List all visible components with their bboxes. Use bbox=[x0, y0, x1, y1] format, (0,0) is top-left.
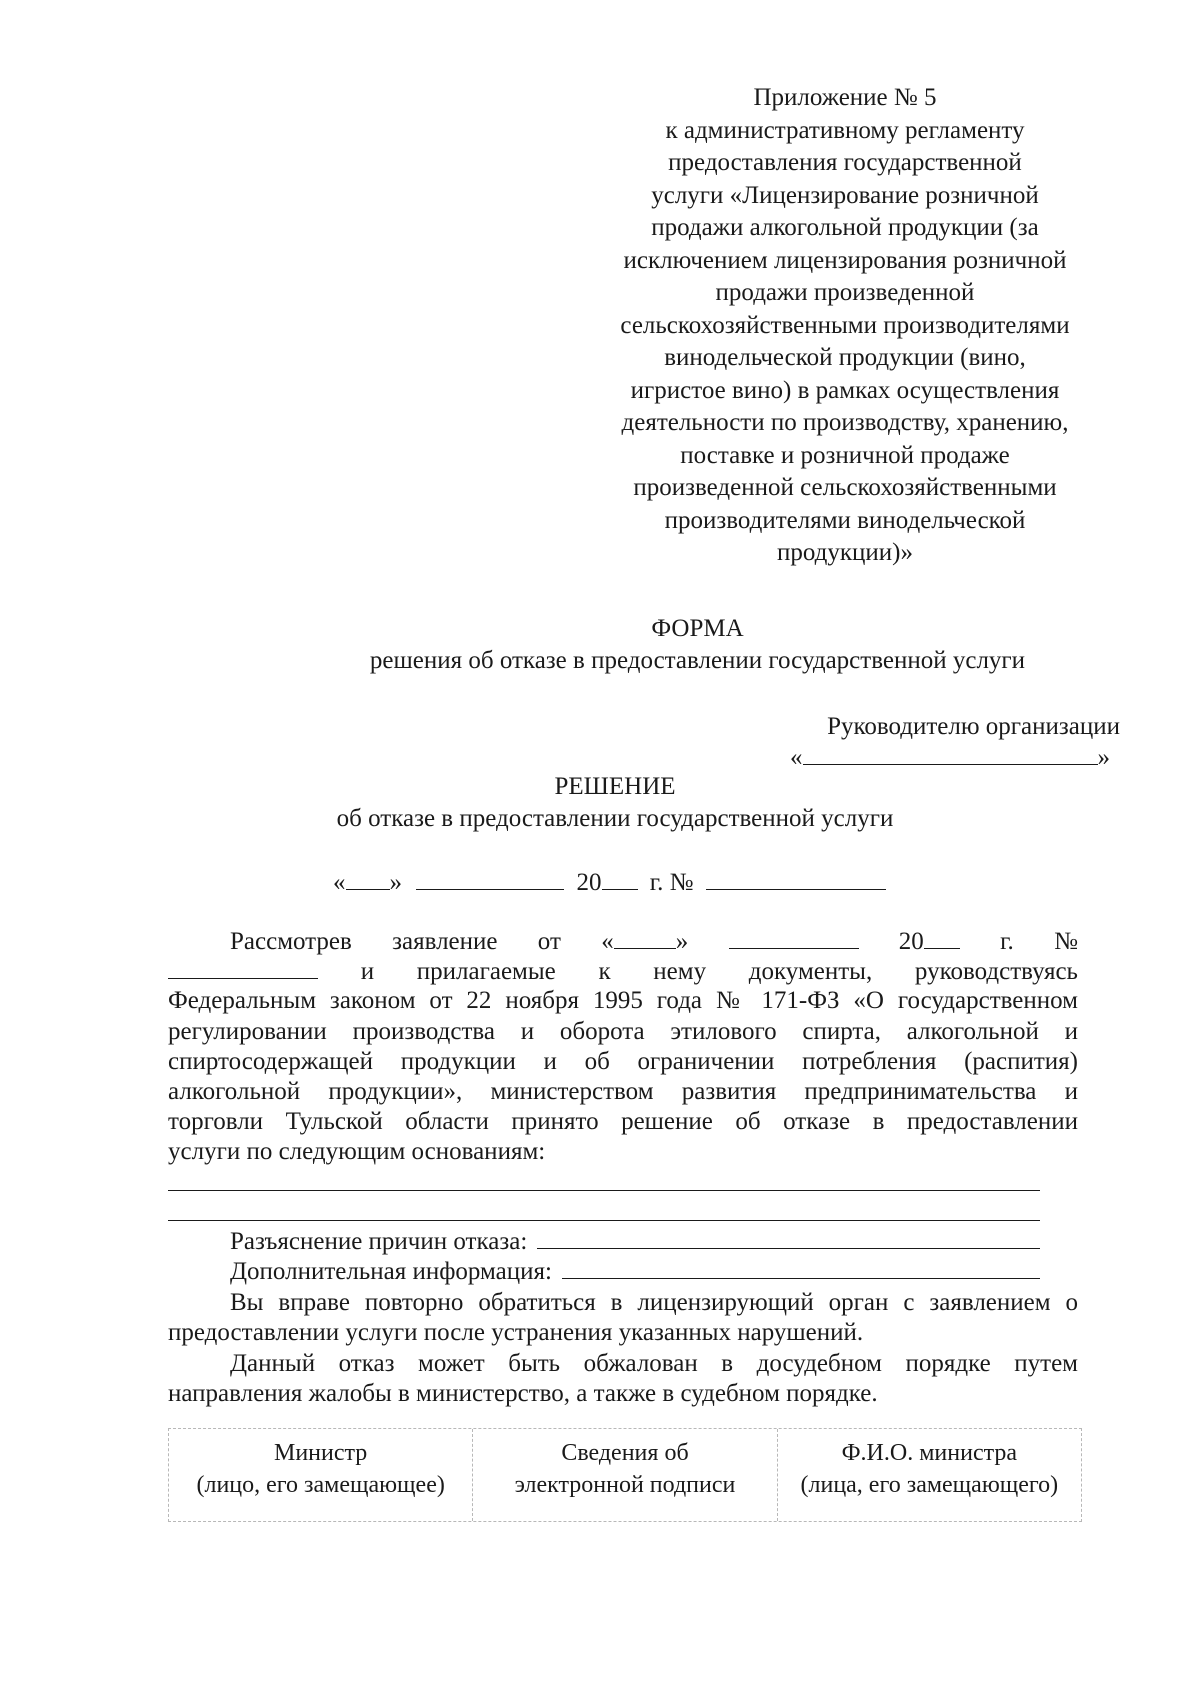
appendix-line: деятельности по производству, хранению, bbox=[621, 409, 1069, 436]
body-word: прилагаемые bbox=[416, 958, 556, 985]
body-word: и bbox=[360, 958, 375, 985]
minister-subtitle: (лицо, его замещающее) bbox=[196, 1472, 445, 1498]
e-signature-title: Сведения об bbox=[561, 1440, 689, 1466]
decision-date-line bbox=[333, 867, 886, 898]
application-day: « » bbox=[601, 928, 689, 955]
appendix-line: услуги «Лицензирование розничной bbox=[651, 182, 1039, 209]
minister-cell bbox=[169, 1429, 472, 1521]
appendix-line: винодельческой продукции (вино, bbox=[664, 344, 1026, 371]
decision-title: РЕШЕНИЕ bbox=[554, 773, 676, 800]
minister-name-cell bbox=[777, 1429, 1081, 1521]
decision-number-blank[interactable] bbox=[706, 867, 886, 890]
body-word: руководствуясь bbox=[914, 958, 1078, 985]
body-word: к bbox=[598, 958, 611, 985]
body-line-6: алкогольной продукции», министерством развития предпринимательства и bbox=[168, 1078, 1078, 1105]
e-signature-subtitle: электронной подписи bbox=[514, 1472, 736, 1498]
body-line-5: спиртосодержащей продукции и об ограничении потребления (распития) bbox=[168, 1048, 1078, 1075]
appendix-line: произведенной сельскохозяйственными bbox=[633, 474, 1057, 501]
application-month-blank[interactable] bbox=[729, 926, 859, 949]
appendix-line: игристое вино) в рамках осуществления bbox=[630, 377, 1060, 404]
grounds-blank-line-2[interactable] bbox=[168, 1220, 1040, 1221]
body-line-7: торговли Тульской области принято решение об отказе в предоставлении bbox=[168, 1108, 1078, 1135]
body-line-2 bbox=[168, 956, 1078, 987]
body-word: г. bbox=[1000, 928, 1014, 955]
form-subtitle: решения об отказе в предоставлении государственной услуги bbox=[369, 647, 1026, 674]
open-quote: « bbox=[790, 744, 803, 771]
body-line-1 bbox=[230, 926, 1078, 957]
body-line-4: регулировании производства и оборота этилового спирта, алкогольной и bbox=[168, 1018, 1078, 1045]
appendix-line: предоставления государственной bbox=[668, 149, 1022, 176]
reapply-line-2: предоставлении услуги после устранения указанных нарушений. bbox=[168, 1319, 864, 1346]
additional-info-blank[interactable] bbox=[562, 1256, 1040, 1279]
appendix-title: Приложение № 5 bbox=[753, 84, 937, 111]
appendix-line: к административному регламенту bbox=[665, 117, 1025, 144]
body-line-8: услуги по следующим основаниям: bbox=[168, 1138, 546, 1165]
appendix-line: поставке и розничной продаже bbox=[680, 442, 1010, 469]
grounds-blank-line-1[interactable] bbox=[168, 1190, 1040, 1191]
appeal-line-1: Данный отказ может быть обжалован в досудебном порядке путем bbox=[230, 1350, 1078, 1377]
reasons-label: Разъяснение причин отказа: bbox=[230, 1228, 528, 1255]
day-blank[interactable] bbox=[346, 867, 390, 890]
appeal-line-2: направления жалобы в министерство, а также в судебном порядке. bbox=[168, 1380, 878, 1407]
year-prefix: 20 bbox=[576, 869, 602, 896]
application-year-blank[interactable] bbox=[924, 926, 960, 949]
body-word: документы, bbox=[748, 958, 873, 985]
body-word: заявление bbox=[392, 928, 498, 955]
addressee-label: Руководителю организации bbox=[827, 713, 1120, 740]
application-year: 20 bbox=[899, 926, 960, 957]
addressee-org-field[interactable] bbox=[790, 742, 1120, 773]
form-title: ФОРМА bbox=[651, 615, 744, 642]
reasons-field bbox=[230, 1226, 1040, 1257]
minister-title: Министр bbox=[274, 1440, 368, 1466]
month-blank[interactable] bbox=[416, 867, 564, 890]
minister-name-title: Ф.И.О. министра bbox=[841, 1440, 1018, 1466]
decision-subtitle: об отказе в предоставлении государственной услуги bbox=[336, 805, 894, 832]
appendix-line: сельскохозяйственными производителями bbox=[620, 312, 1070, 339]
close-quote: » bbox=[389, 869, 402, 896]
body-word: нему bbox=[653, 958, 707, 985]
appendix-line: продукции)» bbox=[777, 539, 913, 566]
signature-table bbox=[168, 1428, 1082, 1522]
open-quote: « bbox=[333, 869, 346, 896]
e-signature-cell bbox=[472, 1429, 776, 1521]
reasons-blank[interactable] bbox=[537, 1226, 1040, 1249]
appendix-line: продажи алкогольной продукции (за bbox=[651, 214, 1039, 241]
application-day-blank[interactable] bbox=[614, 926, 676, 949]
year-blank[interactable] bbox=[602, 867, 638, 890]
body-word: от bbox=[537, 928, 561, 955]
appendix-line: исключением лицензирования розничной bbox=[623, 247, 1067, 274]
minister-name-subtitle: (лица, его замещающего) bbox=[800, 1472, 1059, 1498]
body-word: Рассмотрев bbox=[230, 928, 352, 955]
close-quote: » bbox=[1097, 744, 1110, 771]
body-line-3: Федеральным законом от 22 ноября 1995 года № 171-ФЗ «О государственном bbox=[168, 987, 1078, 1014]
appendix-line: производителями винодельческой bbox=[664, 507, 1026, 534]
reapply-line-1: Вы вправе повторно обратиться в лицензирующий орган с заявлением о bbox=[230, 1289, 1078, 1316]
body-word: № bbox=[1054, 928, 1078, 955]
organization-blank[interactable] bbox=[803, 742, 1098, 765]
additional-info-field bbox=[230, 1256, 1040, 1287]
number-label: г. № bbox=[649, 869, 694, 896]
application-number-blank[interactable] bbox=[168, 956, 318, 979]
appendix-line: продажи произведенной bbox=[715, 279, 975, 306]
additional-info-label: Дополнительная информация: bbox=[230, 1258, 552, 1285]
